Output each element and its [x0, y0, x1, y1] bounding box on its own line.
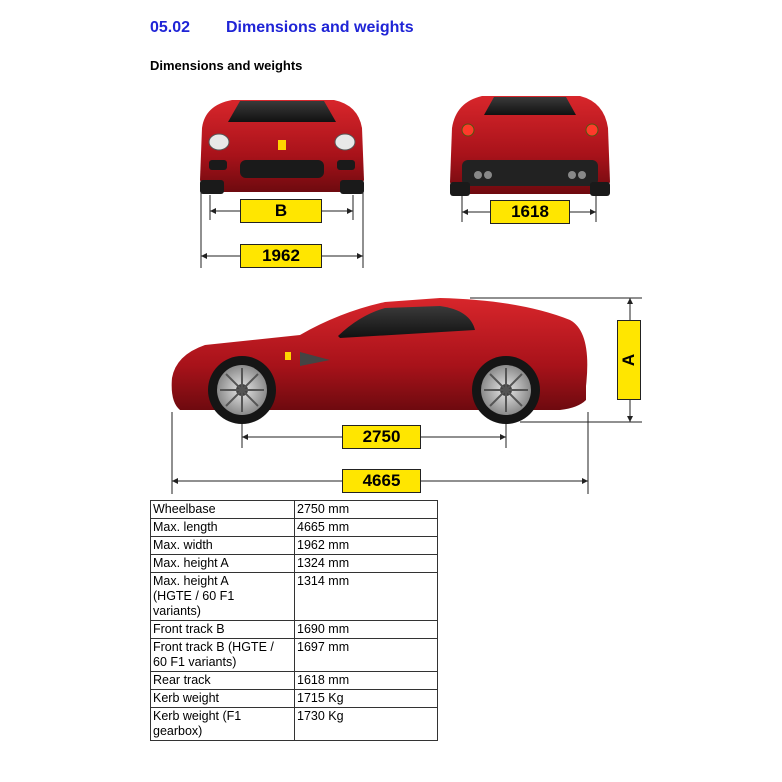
rear-view-car [450, 96, 610, 196]
table-row [151, 537, 438, 555]
height-label [617, 320, 641, 400]
spec-value-cell: 1730 Kg [295, 708, 438, 741]
table-row [151, 573, 438, 621]
side-view-car [172, 298, 588, 424]
spec-name-cell: Max. height A (HGTE / 60 F1 variants) [151, 573, 295, 621]
subheading: Dimensions and weights [150, 58, 303, 73]
table-row [151, 672, 438, 690]
spec-value-cell: 4665 mm [295, 519, 438, 537]
height-label-text: A [619, 353, 638, 367]
table-row [151, 621, 438, 639]
spec-name-cell: Kerb weight (F1 gearbox) [151, 708, 295, 741]
spec-name-cell: Front track B [151, 621, 295, 639]
rear-track-label: 1618 [490, 200, 570, 224]
front-view-car [200, 100, 364, 194]
spec-name-cell: Front track B (HGTE / 60 F1 variants) [151, 639, 295, 672]
table-row [151, 708, 438, 741]
spec-value-cell: 1324 mm [295, 555, 438, 573]
spec-value-cell: 1690 mm [295, 621, 438, 639]
wheelbase-label: 2750 [342, 425, 421, 449]
table-row [151, 519, 438, 537]
spec-name-cell: Rear track [151, 672, 295, 690]
spec-name-cell: Wheelbase [151, 501, 295, 519]
table-row [151, 501, 438, 519]
spec-value-cell: 1618 mm [295, 672, 438, 690]
spec-value-cell: 2750 mm [295, 501, 438, 519]
spec-value-cell: 1962 mm [295, 537, 438, 555]
spec-name-cell: Kerb weight [151, 690, 295, 708]
spec-value-cell: 1314 mm [295, 573, 438, 621]
section-number: 05.02 [150, 19, 191, 36]
spec-value-cell: 1697 mm [295, 639, 438, 672]
length-label: 4665 [342, 469, 421, 493]
front-track-label: B [240, 199, 322, 223]
spec-value-cell: 1715 Kg [295, 690, 438, 708]
section-title: Dimensions and weights [226, 19, 414, 36]
spec-name-cell: Max. height A [151, 555, 295, 573]
spec-name-cell: Max. width [151, 537, 295, 555]
spec-name-cell: Max. length [151, 519, 295, 537]
front-width-label: 1962 [240, 244, 322, 268]
table-row [151, 690, 438, 708]
table-row [151, 555, 438, 573]
dimensions-table [150, 500, 438, 741]
table-row [151, 639, 438, 672]
